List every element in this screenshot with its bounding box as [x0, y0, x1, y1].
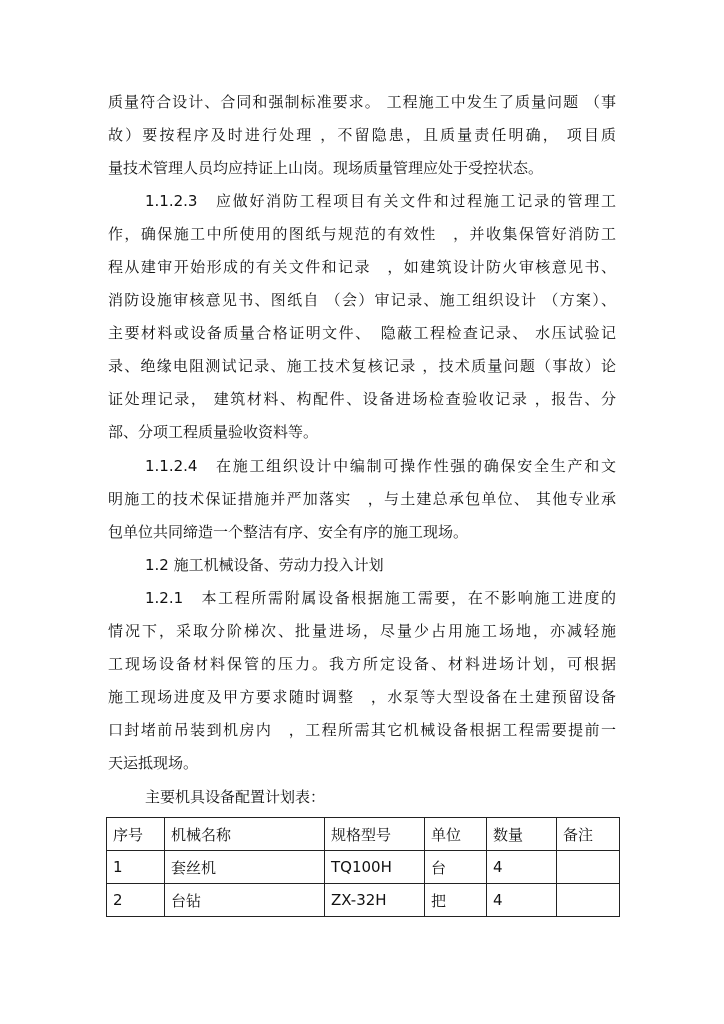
text-line: 故）要按程序及时进行处理 ，不留隐患，且质量责任明确， 项目质	[108, 126, 616, 144]
table-row	[107, 851, 620, 884]
text-line: 量技术管理人员均应持证上山岗。现场质量管理应处于受控状态。	[108, 159, 544, 177]
text-line: 程从建审开始形成的有关文件和记录 ，如建筑设计防火审核意见书、	[108, 258, 616, 276]
text-line: 部、分项工程质量验收资料等。	[108, 423, 319, 441]
table-header-row	[107, 818, 620, 851]
cell-unit: 台	[425, 851, 487, 884]
section-1-2-1-line: 1.2.1 本工程所需附属设备根据施工需要，在不影响施工进度的	[145, 589, 616, 607]
text-line: 消防设施审核意见书、图纸自 （会）审记录、施工组织设计 （方案）、	[108, 291, 616, 309]
text-line: 明施工的技术保证措施并严加落实 ，与土建总承包单位、 其他专业承	[108, 490, 616, 508]
cell-unit: 把	[425, 884, 487, 917]
header-unit: 单位	[425, 818, 487, 851]
table-caption: 主要机具设备配置计划表：	[145, 788, 326, 806]
header-serial: 序号	[107, 818, 165, 851]
text-line: 情况下，采取分阶梯次、批量进场，尽量少占用施工场地，亦减轻施	[108, 622, 616, 640]
text-line: 作，确保施工中所使用的图纸与规范的有效性 ，并收集保管好消防工	[108, 225, 616, 243]
header-remarks: 备注	[557, 818, 620, 851]
section-1-1-2-4-line: 1.1.2.4 在施工组织设计中编制可操作性强的确保安全生产和文	[145, 457, 616, 475]
header-machine-name: 机械名称	[165, 818, 325, 851]
header-quantity: 数量	[487, 818, 557, 851]
cell-serial: 1	[107, 851, 165, 884]
text-line: 口封堵前吊装到机房内 ，工程所需其它机械设备根据工程需要提前一	[108, 721, 616, 739]
cell-machine-name: 台钻	[165, 884, 325, 917]
header-model: 规格型号	[325, 818, 425, 851]
text-line: 录、绝缘电阻测试记录、施工技术复核记录 ，技术质量问题（事故）论	[108, 357, 616, 375]
text-line: 质量符合设计、合同和强制标准要求。 工程施工中发生了质量问题 （事	[108, 93, 616, 111]
cell-quantity: 4	[487, 851, 557, 884]
text-line: 包单位共同缔造一个整洁有序、安全有序的施工现场。	[108, 523, 469, 541]
equipment-table	[106, 817, 620, 917]
cell-remarks	[557, 851, 620, 884]
text-line: 证处理记录， 建筑材料、构配件、设备进场检查验收记录 ，报告、分	[108, 390, 616, 408]
cell-serial: 2	[107, 884, 165, 917]
text-line: 工现场设备材料保管的压力。我方所定设备、材料进场计划，可根据	[108, 655, 616, 673]
cell-remarks	[557, 884, 620, 917]
text-line: 天运抵现场。	[108, 754, 199, 772]
cell-machine-name: 套丝机	[165, 851, 325, 884]
text-line: 施工现场进度及甲方要求随时调整 ，水泵等大型设备在土建预留设备	[108, 688, 616, 706]
cell-quantity: 4	[487, 884, 557, 917]
table-row	[107, 884, 620, 917]
section-1-1-2-3-line: 1.1.2.3 应做好消防工程项目有关文件和过程施工记录的管理工	[145, 192, 616, 210]
section-heading-1-2: 1.2 施工机械设备、劳动力投入计划	[145, 556, 384, 574]
cell-model: TQ100H	[325, 851, 425, 884]
cell-model: ZX-32H	[325, 884, 425, 917]
text-line: 主要材料或设备质量合格证明文件、 隐蔽工程检查记录、 水压试验记	[108, 324, 616, 342]
